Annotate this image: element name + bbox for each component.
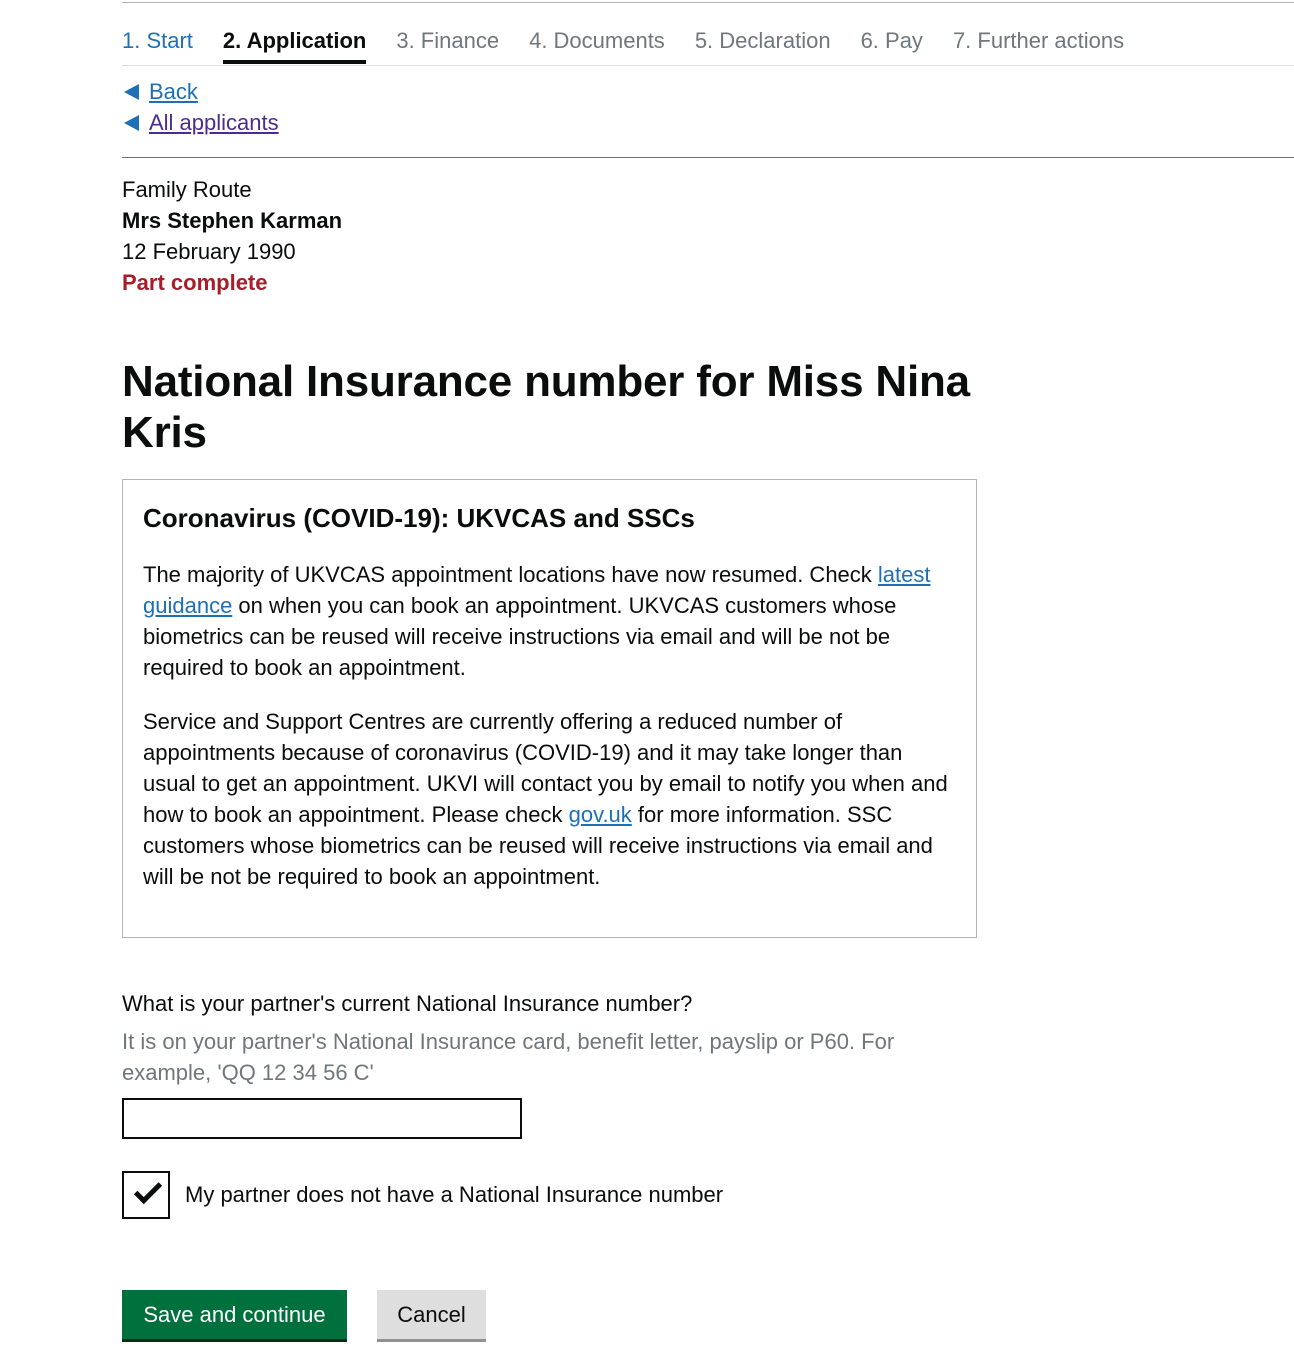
triangle-left-icon xyxy=(124,115,139,131)
latest-guidance-link[interactable]: latest guidance xyxy=(143,562,931,618)
notice-paragraph-1 xyxy=(143,559,956,683)
step-further-actions: 7. Further actions xyxy=(952,28,1125,53)
back-link[interactable]: Back xyxy=(149,79,198,104)
applicant-route: Family Route xyxy=(122,177,252,202)
progress-steps xyxy=(122,26,1124,64)
covid-notice xyxy=(122,479,977,938)
no-ni-checkbox[interactable] xyxy=(122,1171,170,1219)
step-documents: 4. Documents xyxy=(529,28,665,53)
notice-text: Service and Support Centres are currently offering a reduced number of appointments because of coronavirus (COVID-19) and it may take longer than usual to get an appointment. UKVI will contact you by email to notify you when and how to book an appointment. Please check xyxy=(143,709,948,827)
page-title: National Insurance number for Miss Nina Kris xyxy=(122,357,970,457)
back-links xyxy=(122,76,279,138)
cancel-button[interactable]: Cancel xyxy=(377,1290,486,1339)
steps-divider xyxy=(122,65,1294,66)
gov-uk-link[interactable]: gov.uk xyxy=(568,802,632,827)
applicant-status-badge: Part complete xyxy=(122,270,268,295)
ni-number-input[interactable] xyxy=(122,1098,522,1139)
notice-text: The majority of UKVCAS appointment locations have now resumed. Check xyxy=(143,562,878,587)
applicant-dob: 12 February 1990 xyxy=(122,239,296,264)
notice-heading: Coronavirus (COVID-19): UKVCAS and SSCs xyxy=(143,503,695,533)
triangle-left-icon xyxy=(124,84,139,100)
ni-hint: It is on your partner's National Insurance card, benefit letter, payslip or P60. For example, 'QQ 12 34 56 C' xyxy=(122,1029,895,1085)
no-ni-checkbox-row[interactable] xyxy=(122,1171,723,1219)
applicant-summary xyxy=(122,174,342,298)
notice-text: on when you can book an appointment. UKVCAS customers whose biometrics can be reused will receive instructions via email and will be not be required to book an appointment. xyxy=(143,593,897,680)
step-finance: 3. Finance xyxy=(396,28,500,53)
section-divider xyxy=(122,157,1294,158)
back-link-row xyxy=(122,76,279,107)
step-application[interactable]: 2. Application xyxy=(223,26,366,64)
checkmark-icon xyxy=(134,1176,162,1204)
top-divider xyxy=(122,2,1294,3)
applicant-name: Mrs Stephen Karman xyxy=(122,208,343,233)
step-start[interactable]: 1. Start xyxy=(122,28,193,53)
step-pay: 6. Pay xyxy=(860,28,923,53)
save-and-continue-button[interactable]: Save and continue xyxy=(122,1290,347,1339)
step-declaration: 5. Declaration xyxy=(694,28,831,53)
notice-text: for more information. SSC customers whose biometrics can be reused will receive instructions via email and will be not be required to book an appointment. xyxy=(143,802,933,889)
ni-question-label: What is your partner's current National Insurance number? xyxy=(122,991,693,1016)
notice-paragraph-2 xyxy=(143,706,956,892)
no-ni-checkbox-label[interactable]: My partner does not have a National Insurance number xyxy=(185,1182,724,1207)
all-applicants-link-row xyxy=(122,107,279,138)
all-applicants-link[interactable]: All applicants xyxy=(149,110,279,135)
